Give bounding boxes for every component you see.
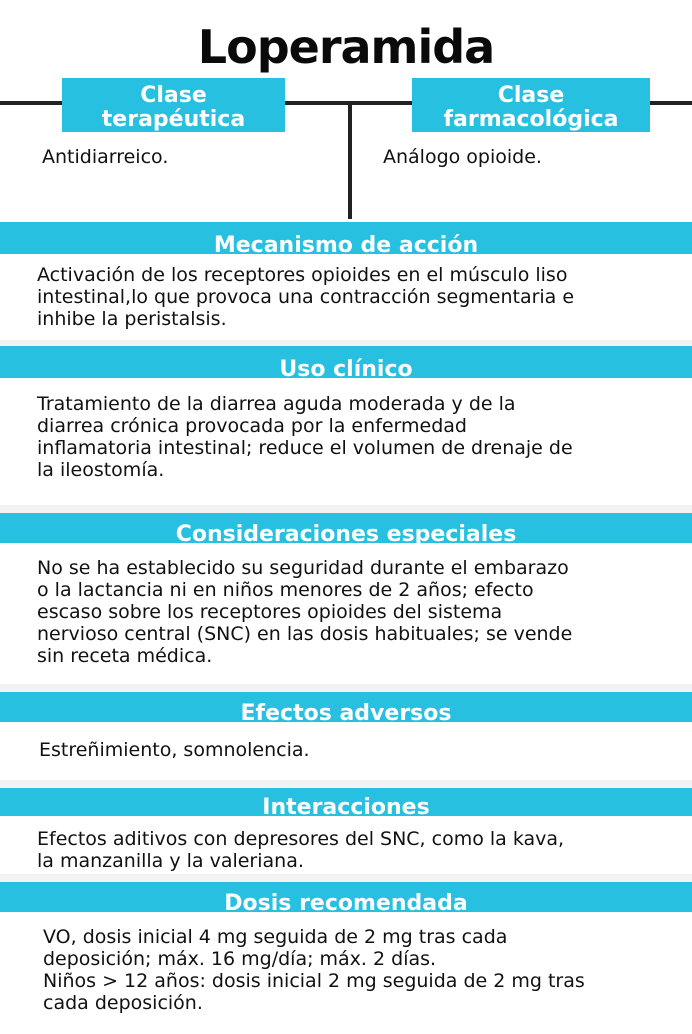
therapeutic-class-label-line2: terapéutica: [101, 107, 246, 132]
section-heading-special-considerations: Consideraciones especiales: [175, 522, 517, 547]
text-line: VO, dosis inicial 4 mg seguida de 2 mg tras cada: [43, 926, 508, 948]
section-body-clinical-use: [37, 393, 662, 481]
therapeutic-class-label-line1: Clase: [140, 83, 207, 108]
text-line: o la lactancia ni en niños menores de 2 años; efecto: [37, 579, 534, 601]
text-line: escaso sobre los receptores opioides del sistema: [37, 601, 503, 623]
section-band-special-considerations: [0, 513, 692, 547]
text-line: sin receta médica.: [37, 645, 213, 667]
page-title: Loperamida: [197, 20, 495, 74]
section-heading-mechanism: Mecanismo de acción: [213, 233, 479, 258]
pharmacologic-class-tab: [412, 78, 650, 132]
text-line: inhibe la peristalsis.: [37, 308, 227, 330]
section-gap: [0, 874, 692, 882]
section-body-adverse-effects: [39, 739, 662, 761]
pharmacologic-class-value: Análogo opioide.: [383, 146, 542, 168]
text-line: diarrea crónica provocada por la enfermedad: [37, 415, 467, 437]
text-line: la ileostomía.: [37, 459, 165, 481]
section-band-adverse-effects: [0, 692, 692, 726]
therapeutic-class-tab: [62, 78, 285, 132]
section-heading-clinical-use: Uso clínico: [279, 357, 413, 382]
section-gap: [0, 780, 692, 788]
text-line: inflamatoria intestinal; reduce el volumen de drenaje de: [37, 437, 573, 459]
text-line: Activación de los receptores opioides en el músculo liso: [37, 264, 568, 286]
section-heading-interactions: Interacciones: [262, 795, 430, 820]
text-line: cada deposición.: [43, 992, 203, 1014]
section-heading-recommended-dose: Dosis recomendada: [224, 891, 468, 916]
text-line: Efectos aditivos con depresores del SNC, como la kava,: [37, 828, 565, 850]
section-body-recommended-dose: [43, 926, 662, 1014]
text-line: No se ha establecido su seguridad durante el embarazo: [37, 557, 569, 579]
section-heading-adverse-effects: Efectos adversos: [240, 701, 452, 726]
section-gap: [0, 505, 692, 513]
section-body-mechanism: [37, 264, 662, 330]
pharmacologic-class-label-line2: farmacológica: [443, 107, 619, 132]
therapeutic-class-value: Antidiarreico.: [42, 146, 169, 168]
text-line: la manzanilla y la valeriana.: [37, 850, 304, 872]
section-band-recommended-dose: [0, 882, 692, 916]
pharmacologic-class-label-line1: Clase: [497, 83, 565, 108]
text-line: Tratamiento de la diarrea aguda moderada y de la: [37, 393, 516, 415]
header-column-divider: [348, 101, 352, 219]
section-band-mechanism: [0, 222, 692, 258]
text-line: nervioso central (SNC) en las dosis habituales; se vende: [37, 623, 573, 645]
section-body-special-considerations: [37, 557, 662, 667]
section-gap: [0, 684, 692, 692]
text-line: Estreñimiento, somnolencia.: [39, 739, 310, 761]
text-line: intestinal,lo que provoca una contracción segmentaria e: [37, 286, 575, 308]
text-line: Niños > 12 años: dosis inicial 2 mg seguida de 2 mg tras: [43, 970, 585, 992]
section-band-interactions: [0, 788, 692, 820]
text-line: deposición; máx. 16 mg/día; máx. 2 días.: [43, 948, 437, 970]
section-body-interactions: [37, 828, 662, 872]
section-band-clinical-use: [0, 346, 692, 382]
